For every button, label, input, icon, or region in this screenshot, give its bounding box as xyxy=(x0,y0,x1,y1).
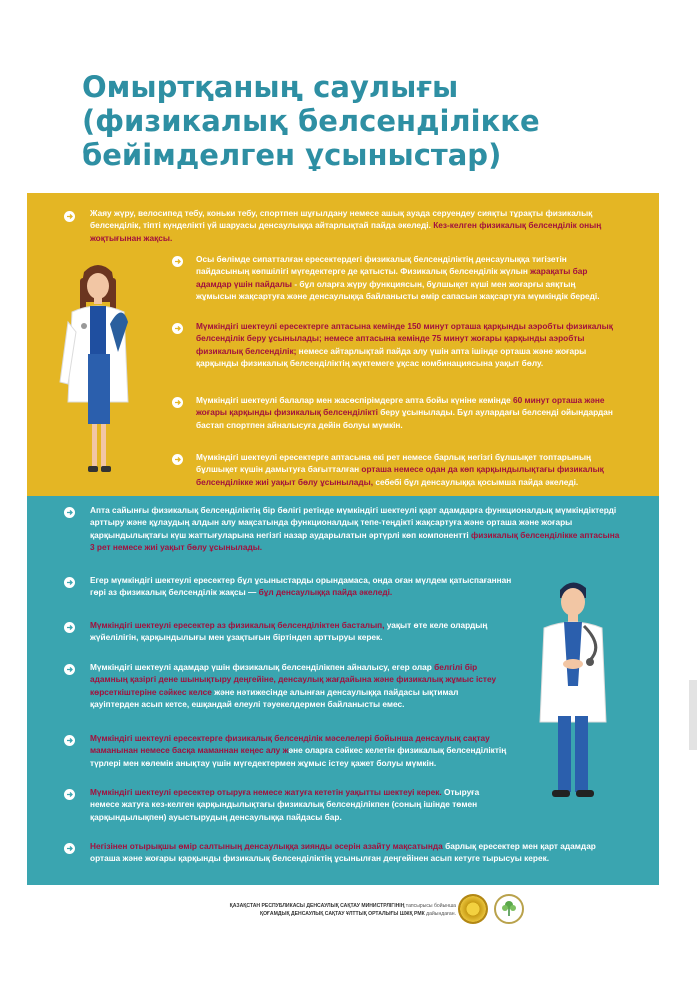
arrow-icon xyxy=(64,735,75,746)
list-item: Мүмкіндігі шектеулі адамдар үшін физикалық белсенділікпен айналысу, егер олар белгілі бір адамның қазіргі дене шынықтыру деңгейіне, денсаулық жағдайына және физикалық жұмыс істеу көрсеткіштеріне сәйкес келсе және нәтижесінде алынған денсаулыққа пайдасы ықтимал қауіптерден асып кетсе, ешқандай елеулі тәуекелдермен байланысты емес. xyxy=(90,662,497,710)
arrow-icon xyxy=(64,622,75,633)
arrow-icon xyxy=(64,577,75,588)
list-item: Негізінен отырықшы өмір салтының денсаулыққа зиянды әсерін азайту мақсатында барлық ересектер мен қарт адамдар орташа және жоғары қарқынды физикалық белсенділіктің ұсынылған деңгейінен асып кетуге тырысуы керек. xyxy=(90,841,596,864)
list-item: Жаяу жүру, велосипед тебу, коньки тебу, спортпен шұғылдану немесе ашық ауада серуендеу сияқты тұрақты физикалық белсенділік, тіпті күнделікті үй шаруасы денсаулыққа айтарлықтай пайда әкеледі. Кез-келген физикалық белсенділік оның жоқтығынан жақсы. xyxy=(90,208,602,243)
arrow-icon xyxy=(64,507,75,518)
arrow-icon xyxy=(172,256,183,267)
arrow-icon xyxy=(172,323,183,334)
list-item: Осы бөлімде сипатталған ересектердегі физикалық белсенділіктің денсаулыққа тигізетін пайдасының көпшілігі мүгедектерге де қатысты. Физикалық белсенділік жүлын жарақаты бар адамдар үшін пайдалы - бұл оларға жүру функциясын, бұлшықет күші мен жоғарғы аяқтың жұмысын жақсартуға және денсаулыққа байланысты өмір сапасын жақсартуға мүмкіндік береді. xyxy=(196,254,600,302)
list-item: Апта сайынғы физикалық белсенділіктің бір бөлігі ретінде мүмкіндігі шектеулі қарт адамдарға функционалдық мүмкіндіктерді арттыру және құлаудың алдын алу мақсатында функционалдық тепе-теңдікті жақсартуға және орташа және жоғары қарқындылықтағы күш жаттығуларына негізгі назар аударылатын әртүрлі көп компонентті физикалық белсенділікке аптасына 3 рет немесе жиі уақыт бөлу ұсынылады. xyxy=(90,505,620,553)
title-line-3: бейімделген ұсыныстар) xyxy=(82,138,502,172)
arrow-icon xyxy=(64,789,75,800)
health-center-logo xyxy=(494,894,524,924)
list-item: Егер мүмкіндігі шектеулі ересектер бұл ұсыныстарды орындамаса, онда оған мүлдем қатыспағаннан гөрі аз физикалық белсенділік жақсы — бұл денсаулыққа пайда әкеледі. xyxy=(90,575,512,598)
arrow-icon xyxy=(64,843,75,854)
list-item: Мүмкіндігі шектеулі ересектерге аптасына кемінде 150 минут орташа қарқынды аэробты физикалық белсенділік беру ұсынылады; немесе аптасына кемінде 75 минут жоғары қарқынды аэробты физикалық белсенділік; немесе айтарлықтай пайда алу үшін апта ішінде орташа және жоғары қарқынды физикалық белсенділіктің жүктемеге ұқсас комбинациясына уақыт бөлу. xyxy=(196,321,613,369)
arrow-icon xyxy=(172,454,183,465)
arrow-icon xyxy=(172,397,183,408)
list-item: Мүмкіндігі шектеулі ересектерге физикалық белсенділік мәселелері бойынша денсаулық сақтау маманынан немесе басқа маманнан кеңес алу және оларға сәйкес келетін физикалық белсенділіктің түрлері мен көлемін анықтау үшін мүгедектермен жұмыс істеу қажет болуы мүмкін. xyxy=(90,733,507,768)
arrow-icon xyxy=(64,211,75,222)
arrow-icon xyxy=(64,664,75,675)
male-doctor-illustration xyxy=(532,576,612,808)
list-item: Мүмкіндігі шектеулі ересектер отыруға немесе жатуға кететін уақытты шектеуі керек. Отыруға немесе жатуға кез-келген қарқындылықтағы физикалық белсенділікпен (соның ішінде төмен қарқындылықпен) ауыстырудың денсаулыққа пайдасы бар. xyxy=(90,787,480,822)
title-line-1: Омыртқаның саулығы xyxy=(82,70,459,104)
female-doctor-illustration xyxy=(58,262,138,484)
list-item: Мүмкіндігі шектеулі ересектер аз физикалық белсенділіктен басталып, уақыт өте келе олардың жүйелілігін, қарқындылығы мен ұзақтығын біртіндеп арттыруы керек. xyxy=(90,620,488,643)
page-edge-scrollbar[interactable] xyxy=(689,680,697,750)
title-line-2: (физикалық белсенділікке xyxy=(82,104,540,138)
footer-credits: ҚАЗАҚСТАН РЕСПУБЛИКАСЫ ДЕНСАУЛЫҚ САҚТАУ МИНИСТРЛІГІНІҢ тапсырысы бойынша ҚОҒАМДЫҚ ДЕНСАУЛЫҚ САҚТАУ ҰЛТТЫҚ ОРТАЛЫҒЫ ШЖҚ РМК дайындаған. xyxy=(229,903,456,917)
state-emblem-logo xyxy=(458,894,488,924)
list-item: Мүмкіндігі шектеулі балалар мен жасөспірімдерге апта бойы күніне кемінде 60 минут орташа және жоғары қарқынды физикалық белсенділікті беру ұсынылады. Бұл аулардағы белсенді ойындардан бастап спортпен айналысуға дейін болуы мүмкін. xyxy=(196,395,613,430)
list-item: Мүмкіндігі шектеулі ересектерге аптасына екі рет немесе барлық негізгі бұлшықет топтарының бұлшықет күшін дамытуға бағытталған орташа немесе одан да көп қарқындылықтағы физикалық белсенділікке жиі уақыт бөлу ұсынылады, себебі бұл денсаулыққа қосымша пайда әкеледі. xyxy=(196,452,604,487)
page-title xyxy=(82,70,582,172)
